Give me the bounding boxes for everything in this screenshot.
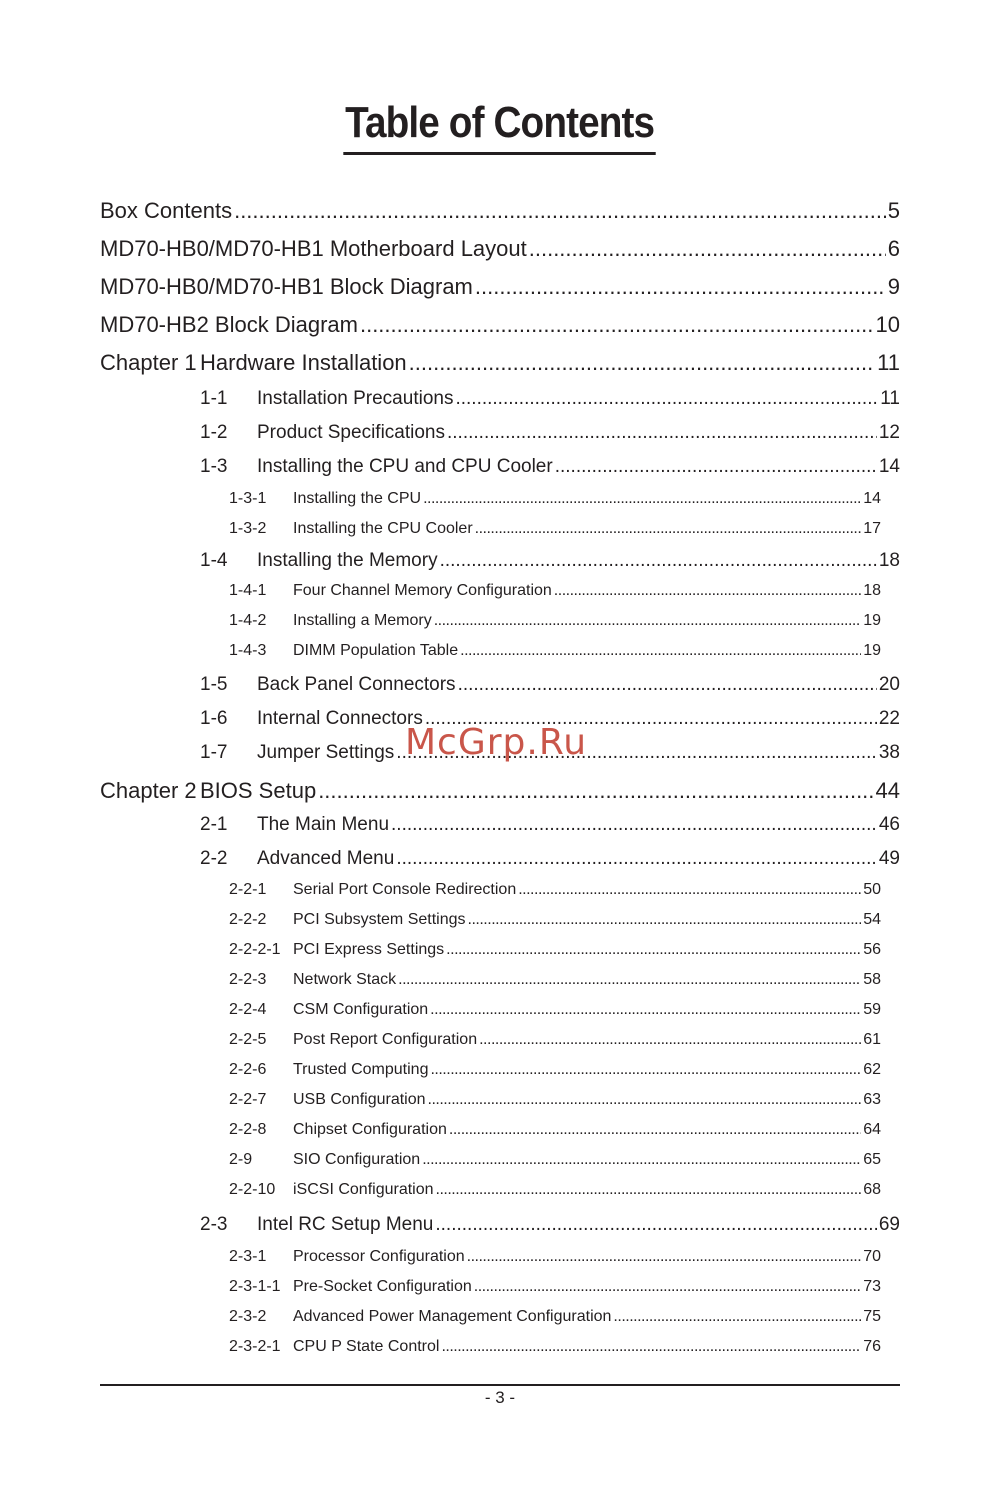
toc-entry[interactable] xyxy=(229,1278,881,1296)
toc-entry[interactable] xyxy=(229,1031,881,1049)
toc-entry-number: 2-2-2 xyxy=(229,911,267,928)
toc-leader-dots xyxy=(555,456,877,478)
toc-entry-number: 2-3-1-1 xyxy=(229,1278,281,1295)
toc-leader-dots xyxy=(440,550,877,572)
toc-entry[interactable] xyxy=(229,520,881,538)
toc-entry-number: 2-1 xyxy=(200,814,228,835)
toc-entry-page: 20 xyxy=(878,674,900,695)
toc-entry[interactable] xyxy=(229,971,881,989)
toc-entry-label: Serial Port Console Redirection xyxy=(293,881,517,898)
toc-entry-number: 2-3-2-1 xyxy=(229,1338,281,1355)
toc-entry-label: BIOS Setup xyxy=(200,778,317,803)
toc-entry[interactable] xyxy=(229,1121,881,1139)
toc-entry-number: 2-2-10 xyxy=(229,1181,276,1198)
toc-entry-number: 2-2-7 xyxy=(229,1091,267,1108)
toc-entry-number: Chapter 2 xyxy=(100,778,197,803)
toc-entry-number: 1-6 xyxy=(200,708,228,729)
toc-entry-page: 38 xyxy=(878,742,900,763)
toc-entry-label: iSCSI Configuration xyxy=(293,1181,434,1198)
toc-leader-dots xyxy=(434,612,861,630)
toc-entry-page: 56 xyxy=(863,941,881,958)
toc-leader-dots xyxy=(474,1278,861,1296)
toc-entry-page: 59 xyxy=(863,1001,881,1018)
toc-entry-label: Installing the CPU Cooler xyxy=(293,520,473,537)
toc-leader-dots xyxy=(529,236,886,262)
toc-entry-page: 49 xyxy=(878,848,900,869)
toc-entry-number: 2-2 xyxy=(200,848,228,869)
toc-entry-page: 10 xyxy=(875,312,900,337)
toc-leader-dots xyxy=(398,971,861,989)
toc-entry-label: Jumper Settings xyxy=(257,742,395,763)
toc-leader-dots xyxy=(446,941,861,959)
toc-leader-dots xyxy=(460,642,861,660)
toc-leader-dots xyxy=(455,388,878,410)
toc-entry-label: Pre-Socket Configuration xyxy=(293,1278,472,1295)
toc-entry-label: Network Stack xyxy=(293,971,397,988)
toc-entry-number: 2-3-1 xyxy=(229,1248,267,1265)
watermark: McGrp.Ru xyxy=(405,722,588,763)
toc-entry-page: 46 xyxy=(878,814,900,835)
toc-entry-page: 50 xyxy=(863,881,881,898)
toc-entry[interactable] xyxy=(229,1248,881,1266)
toc-entry-label: Chipset Configuration xyxy=(293,1121,447,1138)
toc-entry-label: Advanced Power Management Configuration xyxy=(293,1308,612,1325)
toc-entry-label: Advanced Menu xyxy=(257,848,395,869)
toc-entry-page: 73 xyxy=(863,1278,881,1295)
toc-leader-dots xyxy=(554,582,861,600)
toc-entry[interactable] xyxy=(229,490,881,508)
toc-entry[interactable] xyxy=(229,1061,881,1079)
toc-entry[interactable] xyxy=(200,848,900,870)
toc-entry-number: 2-2-2-1 xyxy=(229,941,281,958)
toc-entry-number: 2-3-2 xyxy=(229,1308,267,1325)
toc-entry-label: MD70-HB0/MD70-HB1 Block Diagram xyxy=(100,274,473,299)
toc-entry-page: 14 xyxy=(863,490,881,507)
toc-entry-label: Trusted Computing xyxy=(293,1061,429,1078)
toc-leader-dots xyxy=(423,490,861,508)
toc-entry[interactable] xyxy=(100,198,900,224)
toc-entry-page: 11 xyxy=(880,388,900,409)
toc-entry[interactable] xyxy=(229,911,881,929)
toc-entry-label: Internal Connectors xyxy=(257,708,423,729)
toc-entry-number: 2-2-8 xyxy=(229,1121,267,1138)
toc-entry-page: 6 xyxy=(887,236,900,261)
toc-entry[interactable] xyxy=(100,778,900,804)
toc-entry-label: Processor Configuration xyxy=(293,1248,465,1265)
toc-entry-page: 68 xyxy=(863,1181,881,1198)
toc-leader-dots xyxy=(422,1151,861,1169)
toc-leader-dots xyxy=(458,674,877,696)
toc-leader-dots xyxy=(467,1248,862,1266)
toc-entry-page: 19 xyxy=(863,642,881,659)
toc-leader-dots xyxy=(396,848,877,870)
toc-entry-label: Installing a Memory xyxy=(293,612,432,629)
toc-entry[interactable] xyxy=(200,674,900,696)
toc-entry[interactable] xyxy=(229,941,881,959)
toc-leader-dots xyxy=(360,312,874,338)
toc-entry-label: Product Specifications xyxy=(257,422,445,443)
toc-entry[interactable] xyxy=(100,274,900,300)
toc-entry-number: 1-3-1 xyxy=(229,490,267,507)
toc-entry-page: 54 xyxy=(863,911,881,928)
toc-entry-label: Hardware Installation xyxy=(200,350,407,375)
toc-entry-page: 12 xyxy=(878,422,900,443)
toc-entry-page: 63 xyxy=(863,1091,881,1108)
toc-entry-page: 44 xyxy=(875,778,900,803)
toc-leader-dots xyxy=(234,198,886,224)
toc-entry-label: SIO Configuration xyxy=(293,1151,421,1168)
toc-leader-dots xyxy=(409,350,875,376)
toc-entry-number: 1-5 xyxy=(200,674,228,695)
toc-leader-dots xyxy=(436,1181,862,1199)
toc-entry-label: Installation Precautions xyxy=(257,388,454,409)
toc-entry-page: 75 xyxy=(863,1308,881,1325)
toc-entry-number: 1-3-2 xyxy=(229,520,267,537)
toc-entry[interactable] xyxy=(200,388,900,410)
toc-entry[interactable] xyxy=(229,881,881,899)
toc-entry[interactable] xyxy=(200,422,900,444)
toc-entry-page: 61 xyxy=(863,1031,881,1048)
toc-entry-number: 1-3 xyxy=(200,456,228,477)
toc-leader-dots xyxy=(391,814,877,836)
toc-entry-label: CPU P State Control xyxy=(293,1338,440,1355)
toc-entry-label: USB Configuration xyxy=(293,1091,426,1108)
toc-entry-number: 1-2 xyxy=(200,422,228,443)
toc-leader-dots xyxy=(447,422,877,444)
toc-entry-page: 62 xyxy=(863,1061,881,1078)
toc-entry-page: 65 xyxy=(863,1151,881,1168)
toc-leader-dots xyxy=(468,911,862,929)
toc-leader-dots xyxy=(475,274,886,300)
toc-entry-label: Post Report Configuration xyxy=(293,1031,478,1048)
toc-entry-page: 76 xyxy=(863,1338,881,1355)
toc-entry-page: 9 xyxy=(887,274,900,299)
toc-leader-dots xyxy=(475,520,862,538)
toc-leader-dots xyxy=(441,1338,861,1356)
toc-entry-page: 22 xyxy=(878,708,900,729)
toc-leader-dots xyxy=(318,778,873,804)
toc-entry[interactable] xyxy=(229,612,881,630)
toc-entry[interactable] xyxy=(100,312,900,338)
toc-entry[interactable] xyxy=(200,456,900,478)
toc-entry-page: 14 xyxy=(878,456,900,477)
toc-leader-dots xyxy=(430,1001,861,1019)
toc-entry[interactable] xyxy=(100,350,900,376)
toc-entry-number: 2-2-4 xyxy=(229,1001,267,1018)
toc-entry-label: Back Panel Connectors xyxy=(257,674,456,695)
toc-entry[interactable] xyxy=(229,1001,881,1019)
toc-entry-label: CSM Configuration xyxy=(293,1001,429,1018)
toc-entry[interactable] xyxy=(229,1151,881,1169)
toc-entry-number: 1-1 xyxy=(200,388,228,409)
toc-entry-label: Intel RC Setup Menu xyxy=(257,1214,434,1235)
toc-entry-number: Chapter 1 xyxy=(100,350,197,375)
toc-entry-label: PCI Express Settings xyxy=(293,941,445,958)
toc-entry-label: MD70-HB0/MD70-HB1 Motherboard Layout xyxy=(100,236,527,261)
toc-entry[interactable] xyxy=(229,1091,881,1109)
toc-leader-dots xyxy=(479,1031,861,1049)
toc-entry-label: PCI Subsystem Settings xyxy=(293,911,466,928)
toc-leader-dots xyxy=(613,1308,861,1326)
toc-entry[interactable] xyxy=(229,642,881,660)
toc-entry-number: 1-4-2 xyxy=(229,612,267,629)
toc-entry-number: 2-9 xyxy=(229,1151,253,1168)
footer-rule xyxy=(100,1384,900,1386)
toc-entry-page: 19 xyxy=(863,612,881,629)
toc-entry-label: Installing the CPU and CPU Cooler xyxy=(257,456,553,477)
toc-entry-page: 11 xyxy=(877,350,900,375)
toc-entry-label: DIMM Population Table xyxy=(293,642,459,659)
toc-entry[interactable] xyxy=(200,550,900,572)
page-number: - 3 - xyxy=(484,1388,516,1407)
toc-entry-number: 1-4 xyxy=(200,550,228,571)
toc-entry-label: Installing the CPU xyxy=(293,490,422,507)
toc-entry-label: Installing the Memory xyxy=(257,550,438,571)
toc-entry-number: 1-4-1 xyxy=(229,582,267,599)
toc-entry-page: 58 xyxy=(863,971,881,988)
toc-entry[interactable] xyxy=(229,1181,881,1199)
toc-entry-label: Four Channel Memory Configuration xyxy=(293,582,552,599)
toc-entry[interactable] xyxy=(229,1308,881,1326)
page-title-text: Table of Contents xyxy=(344,98,657,155)
toc-entry-number: 1-4-3 xyxy=(229,642,267,659)
toc-leader-dots xyxy=(435,1214,876,1236)
toc-entry[interactable] xyxy=(229,1338,881,1356)
toc-leader-dots xyxy=(430,1061,861,1079)
toc-entry-page: 69 xyxy=(878,1214,900,1235)
page-title xyxy=(0,98,1000,155)
toc-entry-page: 5 xyxy=(887,198,900,223)
toc-entry-page: 18 xyxy=(878,550,900,571)
toc-entry-label: The Main Menu xyxy=(257,814,390,835)
toc-entry-number: 2-2-3 xyxy=(229,971,267,988)
toc-entry-number: 2-2-5 xyxy=(229,1031,267,1048)
toc-leader-dots xyxy=(518,881,861,899)
toc-entry-number: 2-2-1 xyxy=(229,881,267,898)
toc-entry[interactable] xyxy=(100,236,900,262)
toc-entry-label: MD70-HB2 Block Diagram xyxy=(100,312,358,337)
toc-entry-number: 2-2-6 xyxy=(229,1061,267,1078)
toc-entry[interactable] xyxy=(229,582,881,600)
toc-entry-page: 17 xyxy=(863,520,881,537)
toc-entry[interactable] xyxy=(200,1214,900,1236)
toc-leader-dots xyxy=(449,1121,861,1139)
toc-entry-page: 70 xyxy=(863,1248,881,1265)
toc-entry-page: 64 xyxy=(863,1121,881,1138)
toc-entry-page: 18 xyxy=(863,582,881,599)
toc-entry[interactable] xyxy=(200,814,900,836)
toc-entry-number: 1-7 xyxy=(200,742,228,763)
toc-entry-number: 2-3 xyxy=(200,1214,228,1235)
toc-leader-dots xyxy=(428,1091,862,1109)
toc-entry-label: Box Contents xyxy=(100,198,233,223)
